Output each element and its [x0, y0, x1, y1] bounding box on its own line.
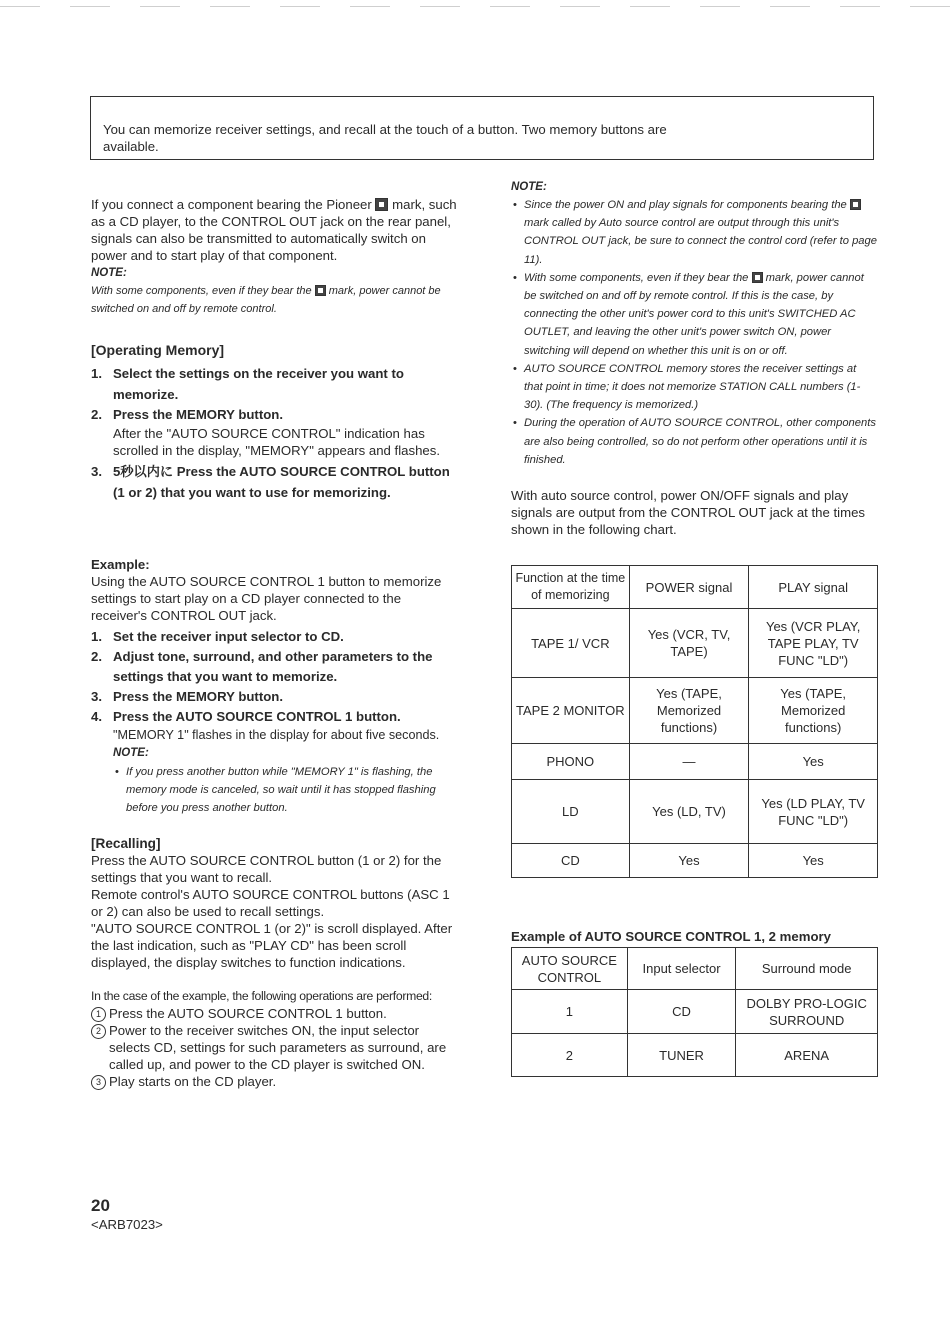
table-row	[512, 990, 878, 1034]
table-cell: —	[629, 744, 749, 780]
table-header-cell: POWER signal	[629, 566, 749, 609]
table-row	[512, 780, 878, 844]
table-header-cell: PLAY signal	[749, 566, 878, 609]
pioneer-control-mark-icon	[752, 272, 763, 283]
example-section	[91, 556, 459, 818]
ex-step-2: 2. Adjust tone, surround, and other parameters to the settings that you want to memorize.	[91, 649, 433, 684]
table-cell: Yes (LD, TV)	[629, 780, 749, 844]
ex-step-4: 4. Press the AUTO SOURCE CONTROL 1 button. "MEMORY 1" flashes in the display for about five seconds. NOTE: • If you press another button while "MEMORY 1" is flashing, the memory mode is canceled, so wait until it has stopped flashing before you press another button.	[91, 707, 459, 818]
op-step-3: 3. 5秒以内に Press the AUTO SOURCE CONTROL button (1 or 2) that you want to use for memorizing.	[91, 464, 450, 500]
scan-edge-line	[0, 6, 950, 7]
table-cell: Yes (TAPE, Memorized functions)	[749, 678, 878, 744]
signal-table	[511, 565, 878, 878]
right-note-heading: NOTE:	[511, 181, 547, 193]
case-item-2: 2 Power to the receiver switches ON, the input selector selects CD, settings for such parameters as surround, are called up, and power to the CD player is switched ON.	[91, 1022, 459, 1073]
ex-step-3: 3. Press the MEMORY button.	[91, 689, 283, 704]
table-cell: Yes	[749, 844, 878, 878]
op-step-1: 1. Select the settings on the receiver you want to memorize.	[91, 366, 404, 402]
table-cell: CD	[627, 990, 736, 1034]
note-text: With some components, even if they bear the mark, power cannot be switched on and off by remote control.	[91, 285, 441, 315]
table-row	[512, 1034, 878, 1077]
table-cell: Yes (LD PLAY, TV FUNC "LD")	[749, 780, 878, 844]
memory-example-table	[511, 947, 878, 1077]
auto-source-paragraph: With auto source control, power ON/OFF signals and play signals are output from the CONTROL OUT jack at the times shown in the following chart.	[511, 488, 865, 537]
intro-paragraph: If you connect a component bearing the Pioneer mark, such as a CD player, to the CONTROL OUT jack on the rear panel, signals can also be transmitted to automatically switch on power and to start play of that component.	[91, 197, 457, 263]
pioneer-control-mark-icon	[375, 198, 388, 211]
table-cell: TUNER	[627, 1034, 736, 1077]
table-header-cell: Function at the time of memorizing	[512, 566, 630, 609]
page-number: 20	[91, 1196, 110, 1215]
right-note-item-1: • Since the power ON and play signals for components bearing the mark called by Auto source control are output through this unit's CONTROL OUT jack, be sure to connect the control cord (refer to page 11).	[511, 196, 877, 269]
page-footer	[91, 1197, 163, 1233]
table-cell: Yes (VCR, TV, TAPE)	[629, 609, 749, 678]
left-column	[91, 196, 459, 503]
recalling-heading: [Recalling]	[91, 836, 161, 851]
recall-text-2: Remote control's AUTO SOURCE CONTROL buttons (ASC 1 or 2) can also be used to recall settings.	[91, 887, 450, 919]
table-cell: ARENA	[736, 1034, 878, 1077]
op-step-2: 2. Press the MEMORY button. After the "AUTO SOURCE CONTROL" indication has scrolled in the display, "MEMORY" appears and flashes.	[91, 406, 459, 459]
table2-title: Example of AUTO SOURCE CONTROL 1, 2 memory	[511, 929, 831, 944]
doc-code: <ARB7023>	[91, 1217, 163, 1232]
recall-text-3: "AUTO SOURCE CONTROL 1 (or 2)" is scroll displayed. After the last indication, such as "PLAY CD" has been scroll displayed, the display switches to function indications.	[91, 921, 453, 970]
table-row	[512, 844, 878, 878]
right-notes	[511, 178, 877, 469]
operating-memory-heading: [Operating Memory]	[91, 342, 225, 358]
ex-step-1: 1. Set the receiver input selector to CD.	[91, 629, 344, 644]
table-cell: TAPE 1/ VCR	[512, 609, 630, 678]
right-note-list	[511, 196, 877, 469]
recall-text-1: Press the AUTO SOURCE CONTROL button (1 or 2) for the settings that you want to recall.	[91, 853, 442, 885]
table-cell: Yes (VCR PLAY, TAPE PLAY, TV FUNC "LD")	[749, 609, 878, 678]
ex-note-list	[113, 763, 459, 818]
example-heading: Example:	[91, 557, 150, 572]
table-cell: Yes (TAPE, Memorized functions)	[629, 678, 749, 744]
table-header-cell: Surround mode	[736, 948, 878, 990]
right-note-item-3: • AUTO SOURCE CONTROL memory stores the receiver settings at that point in time; it does not memorize STATION CALL numbers (1-30). (The frequency is memorized.)	[511, 360, 877, 415]
note-heading: NOTE:	[91, 267, 127, 279]
table-cell: CD	[512, 844, 630, 878]
table-cell: 1	[512, 990, 628, 1034]
ex-step-4-description: "MEMORY 1" flashes in the display for about five seconds.	[113, 728, 440, 742]
example-text: Using the AUTO SOURCE CONTROL 1 button to memorize settings to start play on a CD player connected to the receiver's CONTROL OUT jack.	[91, 574, 442, 623]
right-note-item-2: • With some components, even if they bear the mark, power cannot be switched on and off by remote control. If this is the case, by connecting the other unit's power cord to this unit's SWITCHED AC OUTLET, and leaving the other unit's power switch ON, power switching will depend on whether this unit is on or off.	[511, 269, 877, 360]
table-cell: 2	[512, 1034, 628, 1077]
pioneer-control-mark-icon	[315, 285, 326, 296]
case-item-1: 1 Press the AUTO SOURCE CONTROL 1 button.	[91, 1005, 459, 1022]
table-cell: PHONO	[512, 744, 630, 780]
case-intro: In the case of the example, the following operations are performed:	[91, 989, 432, 1003]
table-cell: Yes	[629, 844, 749, 878]
table-header-cell: Input selector	[627, 948, 736, 990]
table-header-row	[512, 948, 878, 990]
ex-note-heading: NOTE:	[113, 747, 149, 759]
intro-text: You can memorize receiver settings, and recall at the touch of a button. Two memory buttons are available.	[103, 122, 667, 154]
table-cell: DOLBY PRO-LOGIC SURROUND	[736, 990, 878, 1034]
circled-number: 3	[91, 1075, 106, 1090]
table-header-row	[512, 566, 878, 609]
op-step-2-description: After the "AUTO SOURCE CONTROL" indication has scrolled in the display, "MEMORY" appears and flashes.	[113, 426, 440, 458]
table-row	[512, 744, 878, 780]
circled-number: 2	[91, 1024, 106, 1039]
intro-box	[90, 96, 874, 160]
table-cell: TAPE 2 MONITOR	[512, 678, 630, 744]
recalling-section	[91, 835, 459, 1090]
table-cell: Yes	[749, 744, 878, 780]
circled-number: 1	[91, 1007, 106, 1022]
table-row	[512, 678, 878, 744]
pioneer-control-mark-icon	[850, 199, 861, 210]
case-item-3: 3 Play starts on the CD player.	[91, 1073, 459, 1090]
ex-note-item: • If you press another button while "MEMORY 1" is flashing, the memory mode is canceled, so wait until it has stopped flashing before you press another button.	[113, 763, 459, 818]
right-note-item-4: • During the operation of AUTO SOURCE CONTROL, other components are also being controlled, so do not perform other operations until it is finished.	[511, 414, 877, 469]
table-cell: LD	[512, 780, 630, 844]
table-header-cell: AUTO SOURCE CONTROL	[512, 948, 628, 990]
table-row	[512, 609, 878, 678]
